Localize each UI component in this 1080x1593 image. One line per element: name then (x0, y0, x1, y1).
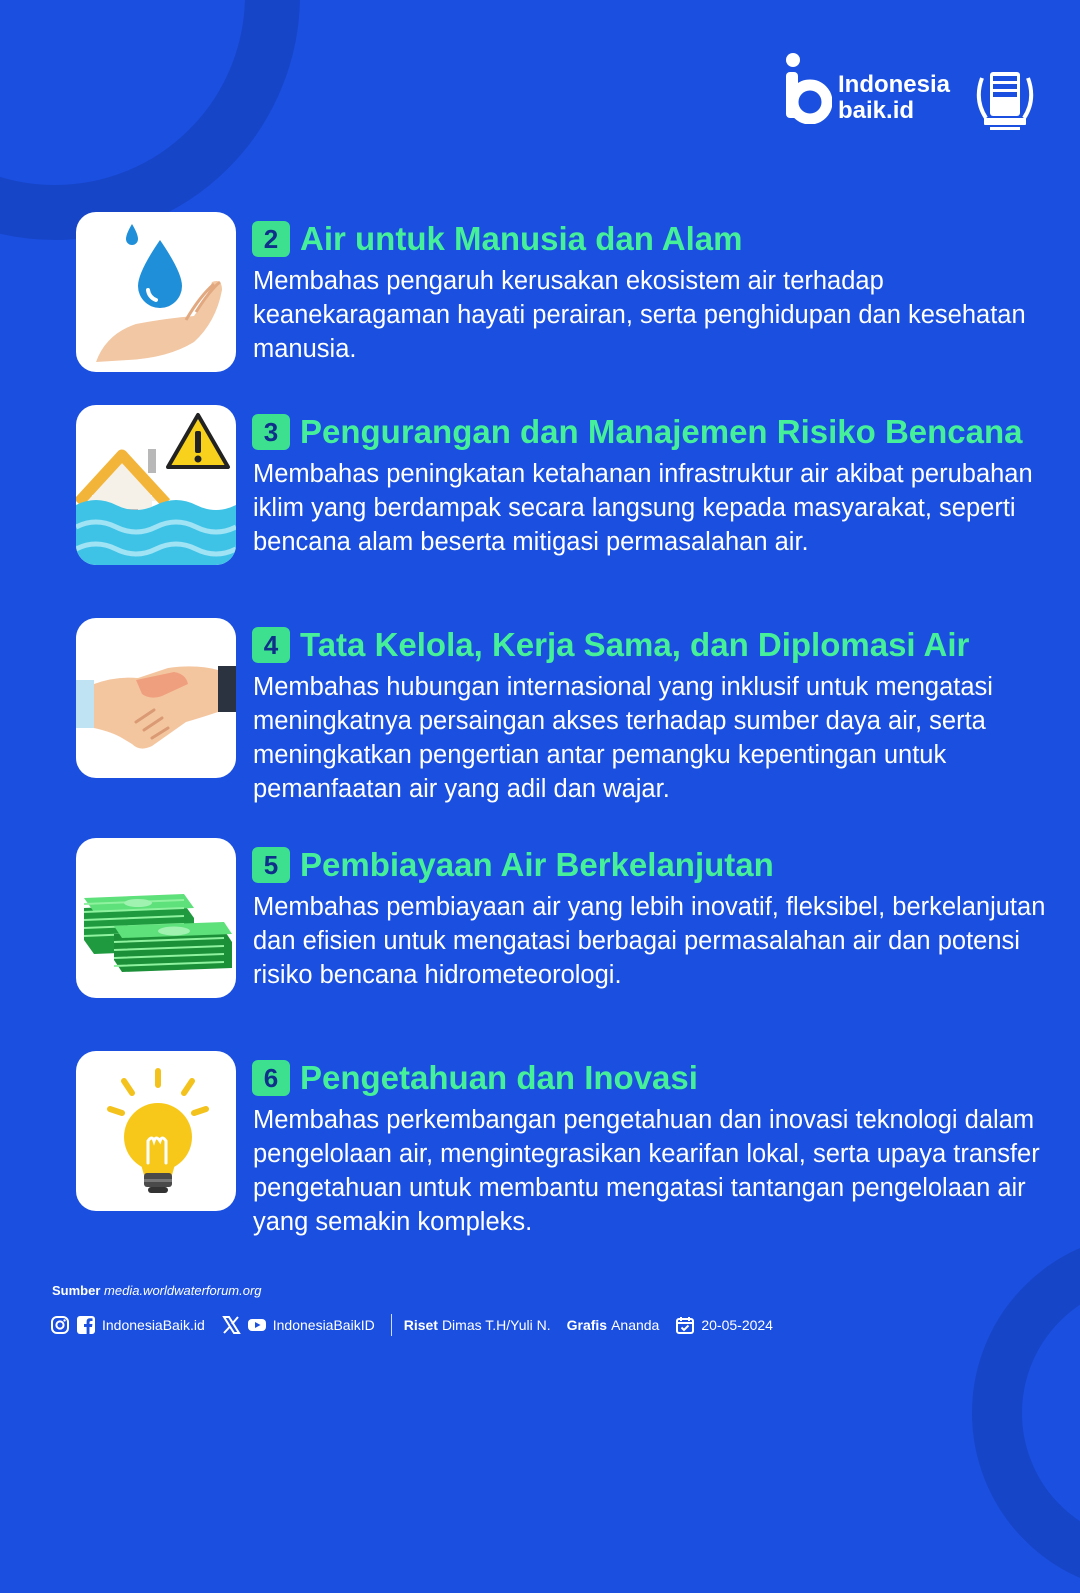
water-drop-hand-icon (76, 212, 236, 372)
money-stack-icon (76, 838, 236, 998)
facebook-icon[interactable] (76, 1315, 96, 1335)
brand-line-1: Indonesia (838, 71, 951, 98)
topic-description: Membahas pembiayaan air yang lebih inovatif, fleksibel, berkelanjutan dan efisien untuk mengatasi berbagai permasalahan air dan potensi risiko bencana hidrometeorologi. (253, 893, 1046, 989)
topic-heading (252, 1059, 698, 1097)
footer-bar (50, 1312, 773, 1338)
source-link[interactable]: media.worldwaterforum.org (104, 1283, 262, 1298)
topic-number-badge: 5 (252, 847, 290, 883)
topic-title: Air untuk Manusia dan Alam (300, 220, 743, 257)
topic-description: Membahas pengaruh kerusakan ekosistem air terhadap keanekaragaman hayati perairan, serta penghidupan dan kesehatan manusia. (253, 267, 1026, 363)
grafis-label: Grafis (566, 1317, 608, 1333)
instagram-icon[interactable] (50, 1315, 70, 1335)
topic-heading (252, 626, 969, 664)
topic-heading (252, 220, 743, 258)
topic-heading (252, 846, 774, 884)
footer-divider (391, 1314, 392, 1336)
topic-number-badge: 6 (252, 1060, 290, 1096)
topic-title: Tata Kelola, Kerja Sama, dan Diplomasi Air (300, 626, 970, 663)
topic-number-badge: 2 (252, 221, 290, 257)
topic-description: Membahas perkembangan pengetahuan dan inovasi teknologi dalam pengelolaan air, mengintegrasikan kearifan lokal, serta upaya transfer pengetahuan untuk membantu mengatasi tantangan pengelolaan air yang semakin kompleks. (253, 1106, 1040, 1236)
brand-name (838, 72, 950, 124)
source-credit (52, 1283, 262, 1298)
brand-line-2: baik.id (838, 97, 915, 124)
topic-title: Pengurangan dan Manajemen Risiko Bencana (300, 413, 1023, 450)
decor-ring-top-left (0, 0, 300, 240)
topic-description: Membahas hubungan internasional yang inklusif untuk mengatasi meningkatnya persaingan akses terhadap sumber daya air, serta meningkatkan pengertian antar pemangku kepentingan untuk pemanfaatan air yang adil dan wajar. (253, 673, 993, 803)
decor-ring-bottom-right (972, 1233, 1080, 1593)
handshake-icon (76, 618, 236, 778)
topic-description: Membahas peningkatan ketahanan infrastruktur air akibat perubahan iklim yang berdampak secara langsung kepada masyarakat, seperti bencana alam beserta mitigasi permasalahan air. (253, 460, 1033, 556)
source-label: Sumber (52, 1283, 101, 1298)
topic-icon-box (76, 838, 236, 998)
handle-x-yt[interactable]: IndonesiaBaikID (272, 1317, 375, 1333)
topic-number-badge: 4 (252, 627, 290, 663)
light-bulb-icon (76, 1051, 236, 1211)
flooded-house-warning-icon (76, 405, 236, 565)
topic-heading (252, 413, 1023, 451)
topic-title: Pembiayaan Air Berkelanjutan (300, 846, 774, 883)
topic-title: Pengetahuan dan Inovasi (300, 1059, 698, 1096)
topic-icon-box (76, 618, 236, 778)
publish-date: 20-05-2024 (701, 1317, 773, 1333)
calendar-check-icon (675, 1315, 695, 1335)
wsis-prize-badge-icon (972, 66, 1038, 132)
grafis-value: Ananda (611, 1317, 660, 1333)
riset-value: Dimas T.H/Yuli N. (441, 1317, 551, 1333)
x-twitter-icon[interactable] (221, 1315, 241, 1335)
brand-logo[interactable] (784, 52, 1044, 132)
riset-label: Riset (403, 1317, 438, 1333)
indonesiabaik-logo-mark-icon (784, 52, 832, 124)
handle-ig-fb[interactable]: IndonesiaBaik.id (102, 1317, 205, 1333)
topic-icon-box (76, 405, 236, 565)
topic-icon-box (76, 1051, 236, 1211)
youtube-icon[interactable] (247, 1315, 267, 1335)
topic-icon-box (76, 212, 236, 372)
topic-number-badge: 3 (252, 414, 290, 450)
